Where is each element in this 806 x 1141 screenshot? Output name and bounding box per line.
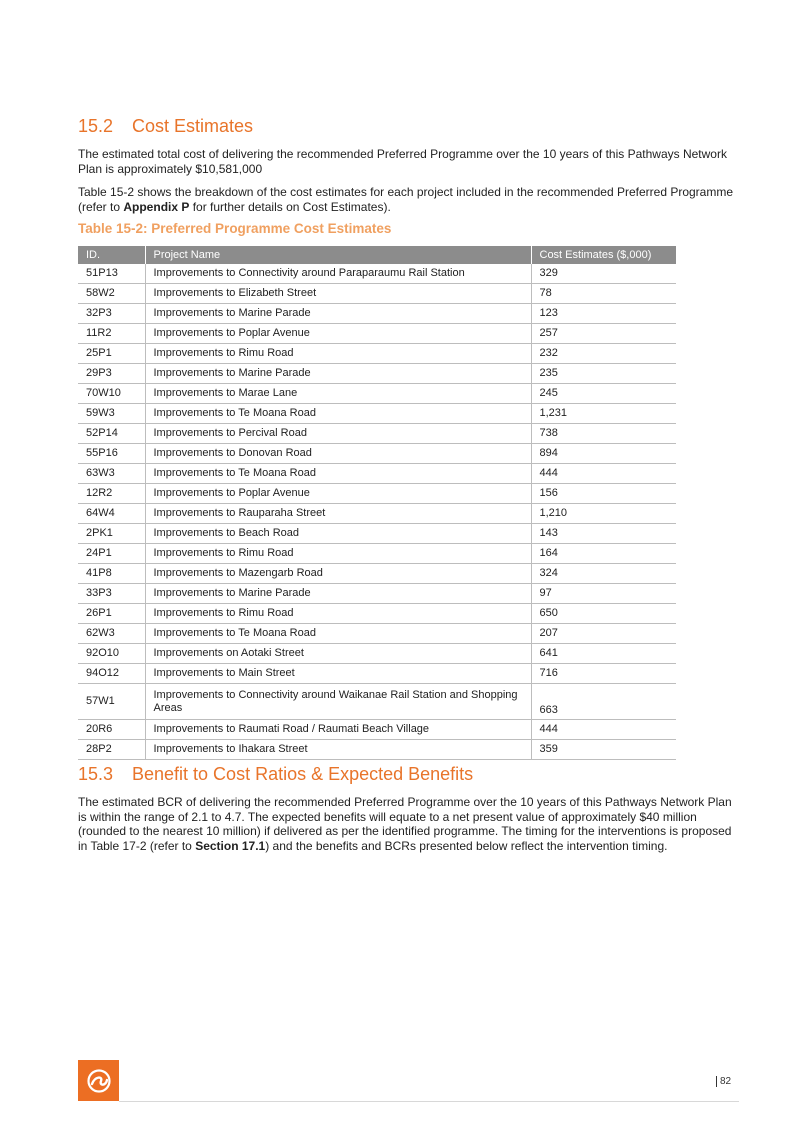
table-row bbox=[78, 364, 676, 384]
cell-id: 26P1 bbox=[78, 604, 145, 624]
cell-project-name: Improvements to Marine Parade bbox=[145, 584, 531, 604]
cell-cost: 1,231 bbox=[531, 404, 676, 424]
cell-cost: 1,210 bbox=[531, 504, 676, 524]
appendix-reference: Appendix P bbox=[123, 199, 190, 214]
cell-id: 25P1 bbox=[78, 344, 145, 364]
table-row bbox=[78, 584, 676, 604]
cell-cost: 329 bbox=[531, 264, 676, 284]
cell-cost: 444 bbox=[531, 464, 676, 484]
table-row bbox=[78, 304, 676, 324]
table-row bbox=[78, 424, 676, 444]
table-row bbox=[78, 544, 676, 564]
breakdown-text-start: Table 15-2 shows the breakdown of the cost estimates for each project included in the recommended Preferred Programme (refer to bbox=[78, 185, 734, 214]
cell-cost: 359 bbox=[531, 740, 676, 760]
table-caption: Table 15-2: Preferred Programme Cost Estimates bbox=[78, 221, 392, 236]
cell-id: 55P16 bbox=[78, 444, 145, 464]
page-number: 82 bbox=[716, 1076, 731, 1087]
table-row bbox=[78, 624, 676, 644]
cell-cost: 123 bbox=[531, 304, 676, 324]
cell-id: 29P3 bbox=[78, 364, 145, 384]
cell-id: 24P1 bbox=[78, 544, 145, 564]
cell-cost: 650 bbox=[531, 604, 676, 624]
cell-id: 28P2 bbox=[78, 740, 145, 760]
table-row bbox=[78, 284, 676, 304]
cell-project-name: Improvements to Connectivity around Waikanae Rail Station and Shopping Areas bbox=[145, 684, 531, 720]
footer-divider bbox=[119, 1101, 739, 1102]
cell-cost: 444 bbox=[531, 720, 676, 740]
table-row bbox=[78, 264, 676, 284]
cell-id: 32P3 bbox=[78, 304, 145, 324]
cell-cost: 232 bbox=[531, 344, 676, 364]
cell-project-name: Improvements to Te Moana Road bbox=[145, 624, 531, 644]
cell-id: 64W4 bbox=[78, 504, 145, 524]
cell-project-name: Improvements to Beach Road bbox=[145, 524, 531, 544]
cell-id: 70W10 bbox=[78, 384, 145, 404]
cell-project-name: Improvements to Poplar Avenue bbox=[145, 484, 531, 504]
cell-id: 51P13 bbox=[78, 264, 145, 284]
section-title-text: Cost Estimates bbox=[132, 116, 254, 136]
table-row bbox=[78, 684, 676, 720]
cell-project-name: Improvements to Elizabeth Street bbox=[145, 284, 531, 304]
header-project-name: Project Name bbox=[145, 246, 531, 264]
cell-cost: 97 bbox=[531, 584, 676, 604]
cell-project-name: Improvements to Rimu Road bbox=[145, 604, 531, 624]
cell-cost: 245 bbox=[531, 384, 676, 404]
table-row bbox=[78, 740, 676, 760]
table-row bbox=[78, 324, 676, 344]
section-heading-15-2 bbox=[78, 116, 253, 137]
section-reference: Section 17.1 bbox=[195, 838, 266, 853]
cell-project-name: Improvements to Poplar Avenue bbox=[145, 324, 531, 344]
section-number: 15.2 bbox=[78, 116, 114, 136]
logo-swirl-graphic bbox=[86, 1068, 112, 1094]
total-cost-paragraph: The estimated total cost of delivering the recommended Preferred Programme over the 10 years of this Pathways Network Plan is approximately $10,581,000 bbox=[78, 147, 727, 176]
cell-project-name: Improvements to Mazengarb Road bbox=[145, 564, 531, 584]
cell-id: 62W3 bbox=[78, 624, 145, 644]
cell-cost: 207 bbox=[531, 624, 676, 644]
cell-cost: 257 bbox=[531, 324, 676, 344]
header-cost-estimates: Cost Estimates ($,000) bbox=[531, 246, 676, 264]
cell-cost: 663 bbox=[531, 684, 676, 720]
table-row bbox=[78, 484, 676, 504]
cell-project-name: Improvements to Main Street bbox=[145, 664, 531, 684]
cell-id: 11R2 bbox=[78, 324, 145, 344]
table-row bbox=[78, 564, 676, 584]
table-row bbox=[78, 464, 676, 484]
cell-id: 2PK1 bbox=[78, 524, 145, 544]
cell-cost: 641 bbox=[531, 644, 676, 664]
cell-id: 94O12 bbox=[78, 664, 145, 684]
section-heading-15-3 bbox=[78, 764, 473, 785]
breakdown-paragraph bbox=[78, 185, 738, 214]
cell-project-name: Improvements to Te Moana Road bbox=[145, 464, 531, 484]
bcr-text-start: The estimated BCR of delivering the recommended Preferred Programme over the 10 years of this Pathways Network Plan is within the range of 2.1 to 4.7. The expected benefits will equate to a net present value of approximately $40 million (rounded to the nearest 10 million) if delivered as per the identified programme. The timing for the interventions is proposed in Table 17-2 (refer to bbox=[78, 795, 732, 853]
table-header-row bbox=[78, 246, 676, 264]
cell-cost: 164 bbox=[531, 544, 676, 564]
cell-cost: 235 bbox=[531, 364, 676, 384]
cell-id: 33P3 bbox=[78, 584, 145, 604]
cell-project-name: Improvements to Te Moana Road bbox=[145, 404, 531, 424]
table-row bbox=[78, 344, 676, 364]
table-row bbox=[78, 720, 676, 740]
table-row bbox=[78, 384, 676, 404]
cell-project-name: Improvements to Marine Parade bbox=[145, 364, 531, 384]
table-row bbox=[78, 524, 676, 544]
cell-id: 92O10 bbox=[78, 644, 145, 664]
table-row bbox=[78, 504, 676, 524]
cell-id: 63W3 bbox=[78, 464, 145, 484]
table-row bbox=[78, 644, 676, 664]
cell-id: 58W2 bbox=[78, 284, 145, 304]
cell-project-name: Improvements to Ihakara Street bbox=[145, 740, 531, 760]
table-body bbox=[78, 264, 676, 760]
breakdown-text-end: for further details on Cost Estimates). bbox=[189, 199, 391, 214]
cell-id: 57W1 bbox=[78, 684, 145, 720]
cell-project-name: Improvements to Rimu Road bbox=[145, 344, 531, 364]
cell-project-name: Improvements to Marae Lane bbox=[145, 384, 531, 404]
table-row bbox=[78, 404, 676, 424]
bcr-text-end: ) and the benefits and BCRs presented below reflect the intervention timing. bbox=[265, 838, 668, 853]
swirl-logo-icon bbox=[78, 1060, 119, 1101]
cell-cost: 143 bbox=[531, 524, 676, 544]
cost-estimates-table bbox=[78, 246, 676, 760]
bcr-paragraph bbox=[78, 795, 738, 853]
cell-project-name: Improvements to Rimu Road bbox=[145, 544, 531, 564]
cell-cost: 894 bbox=[531, 444, 676, 464]
cell-project-name: Improvements to Raumati Road / Raumati Beach Village bbox=[145, 720, 531, 740]
cell-cost: 716 bbox=[531, 664, 676, 684]
header-id: ID. bbox=[78, 246, 145, 264]
cell-id: 52P14 bbox=[78, 424, 145, 444]
cell-project-name: Improvements to Connectivity around Paraparaumu Rail Station bbox=[145, 264, 531, 284]
cell-id: 41P8 bbox=[78, 564, 145, 584]
cell-cost: 738 bbox=[531, 424, 676, 444]
cell-id: 59W3 bbox=[78, 404, 145, 424]
cell-cost: 156 bbox=[531, 484, 676, 504]
cell-cost: 324 bbox=[531, 564, 676, 584]
cell-id: 20R6 bbox=[78, 720, 145, 740]
section-number: 15.3 bbox=[78, 764, 114, 784]
cell-project-name: Improvements on Aotaki Street bbox=[145, 644, 531, 664]
table-row bbox=[78, 664, 676, 684]
cell-project-name: Improvements to Donovan Road bbox=[145, 444, 531, 464]
cell-project-name: Improvements to Marine Parade bbox=[145, 304, 531, 324]
section-title-text: Benefit to Cost Ratios & Expected Benefits bbox=[132, 764, 474, 784]
cell-cost: 78 bbox=[531, 284, 676, 304]
cell-project-name: Improvements to Rauparaha Street bbox=[145, 504, 531, 524]
cell-id: 12R2 bbox=[78, 484, 145, 504]
table-row bbox=[78, 604, 676, 624]
table-row bbox=[78, 444, 676, 464]
cell-project-name: Improvements to Percival Road bbox=[145, 424, 531, 444]
